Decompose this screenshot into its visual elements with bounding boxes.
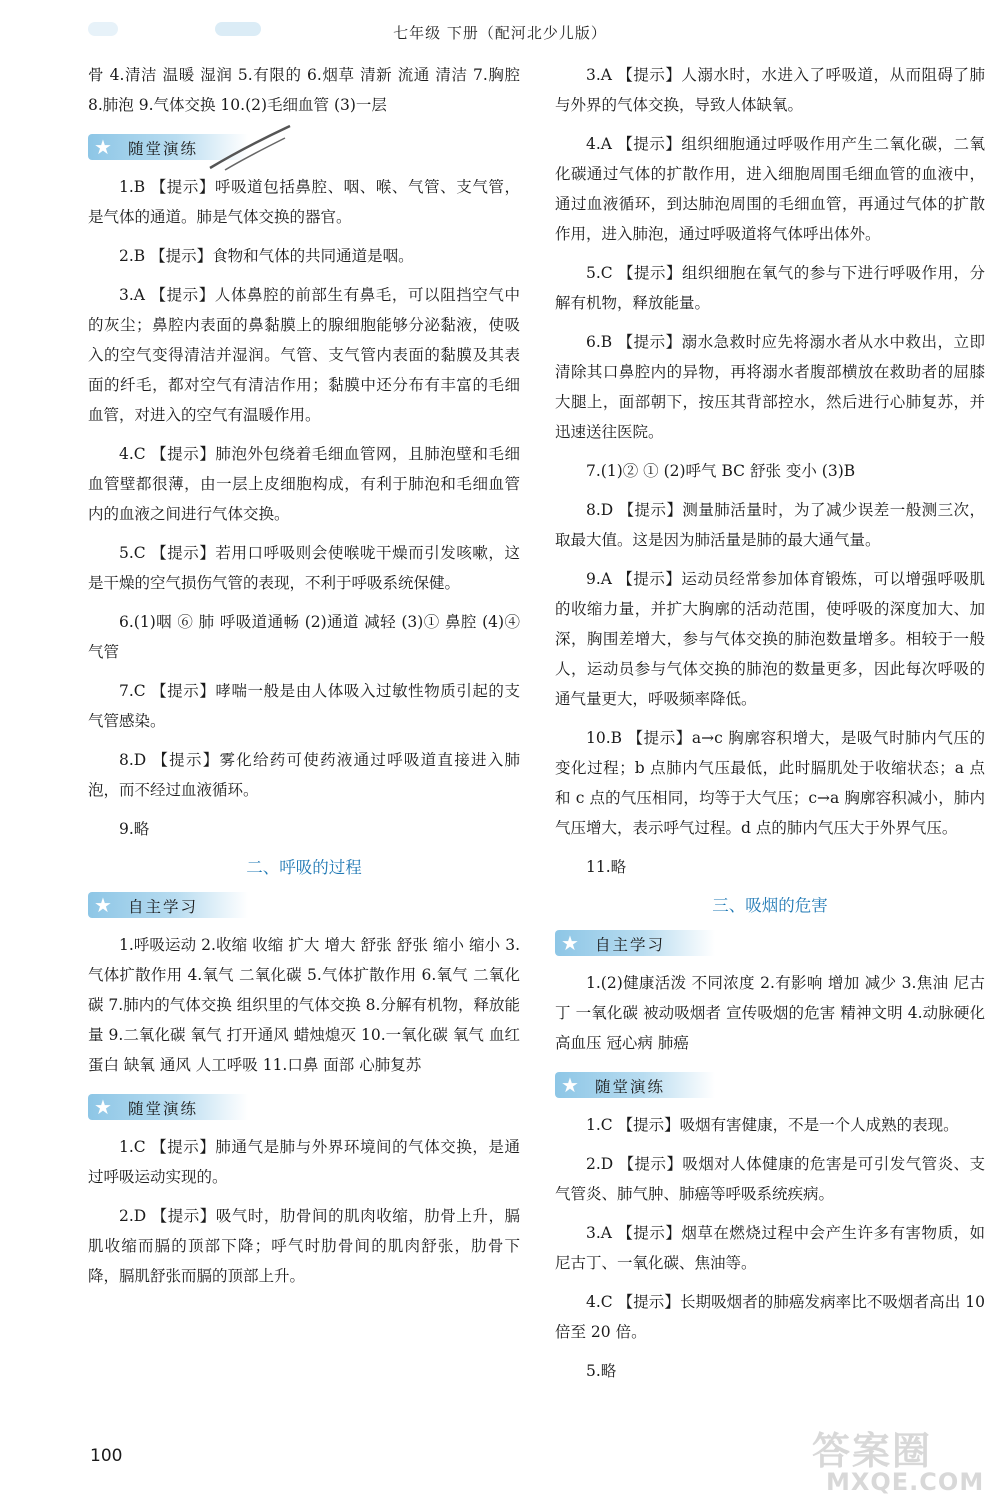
banner-label: 随堂演练	[128, 140, 199, 158]
answer-item: 4.C 【提示】长期吸烟者的肺癌发病率比不吸烟者高出 10 倍至 20 倍。	[555, 1293, 985, 1341]
answer-item: 3.A 【提示】人体鼻腔的前部生有鼻毛，可以阻挡空气中的灰尘；鼻腔内表面的鼻黏膜上的腺细胞能够分泌黏液，使吸入的空气变得清洁并湿润。气管、支气管内表面的黏膜及其表面的纤毛，都对空气有清洁作用；黏膜中还分布有丰富的毛细血管，对进入的空气有温暖作用。	[88, 286, 520, 424]
banner-practice-3	[555, 1072, 715, 1098]
self-study-answers: 1.(2)健康活泼 不同浓度 2.有影响 增加 减少 3.焦油 尼古丁 一氧化碳 被动吸烟者 宣传吸烟的危害 精神文明 4.动脉硬化 高血压 冠心病 肺癌	[555, 974, 985, 1052]
answer-item: 4.C 【提示】肺泡外包绕着毛细血管网，且肺泡壁和毛细血管壁都很薄，由一层上皮细胞构成，有利于肺泡和毛细血管内的血液之间进行气体交换。	[88, 445, 520, 523]
answer-item: 9.A 【提示】运动员经常参加体育锻炼，可以增强呼吸肌的收缩力量，并扩大胸廓的活动范围，使呼吸的深度加大、加深，胸围差增大，参与气体交换的肺泡数量增多。相较于一般人，运动员参与气体交换的肺泡的数量更多，因此每次呼吸的通气量更大，呼吸频率降低。	[555, 570, 985, 708]
answer-item: 5.C 【提示】若用口呼吸则会使喉咙干燥而引发咳嗽，这是干燥的空气损伤气管的表现，不利于呼吸系统保健。	[88, 544, 520, 592]
answer-item: 7.(1)② ① (2)呼气 BC 舒张 变小 (3)B	[586, 462, 856, 480]
left-top-lines: 骨 4.清洁 温暖 湿润 5.有限的 6.烟草 清新 流通 清洁 7.胸腔 8.肺泡 9.气体交换 10.(2)毛细血管 (3)一层	[88, 66, 520, 114]
answer-item: 6.(1)咽 ⑥ 肺 呼吸道通畅 (2)通道 减轻 (3)① 鼻腔 (4)④ 气管	[88, 613, 520, 661]
section-title-breathing-process: 二、呼吸的过程	[246, 858, 362, 877]
answer-item: 8.D 【提示】雾化给药可使药液通过呼吸道直接进入肺泡，而不经过血液循环。	[88, 751, 520, 799]
banner-label: 自主学习	[595, 936, 666, 954]
watermark-logo	[812, 1420, 985, 1498]
page-header: 七年级 下册（配河北少儿版）	[393, 24, 607, 42]
banner-self-study-3	[555, 930, 715, 956]
answer-item: 5.略	[586, 1362, 617, 1380]
pen-scribble-mark	[205, 118, 295, 178]
answer-item: 6.B 【提示】溺水急救时应先将溺水者从水中救出，立即清除其口鼻腔内的异物，再将溺水者腹部横放在救助者的屈膝大腿上，面部朝下，按压其背部控水，然后进行心肺复苏，并迅速送往医院。	[555, 333, 985, 441]
answer-item: 7.C 【提示】哮喘一般是由人体吸入过敏性物质引起的支气管感染。	[88, 682, 520, 730]
star-icon: ★	[94, 1095, 112, 1119]
answer-item: 4.A 【提示】组织细胞通过呼吸作用产生二氧化碳，二氧化碳通过气体的扩散作用，进入细胞周围毛细血管的血液中，通过血液循环，到达肺泡周围的毛细血管，再通过气体的扩散作用，进入肺泡，通过呼吸道将气体呼出体外。	[555, 135, 985, 243]
answer-item: 8.D 【提示】测量肺活量时，为了减少误差一般测三次，取最大值。这是因为肺活量是肺的最大通气量。	[555, 501, 985, 549]
section-title-smoking-harm: 三、吸烟的危害	[712, 896, 828, 915]
answer-item: 1.C 【提示】肺通气是肺与外界环境间的气体交换，是通过呼吸运动实现的。	[88, 1138, 520, 1186]
answer-item: 1.B 【提示】呼吸道包括鼻腔、咽、喉、气管、支气管，是气体的通道。肺是气体交换的器官。	[88, 178, 520, 226]
watermark-url: MXQE.COM	[826, 1468, 985, 1496]
answer-item: 2.D 【提示】吸气时，肋骨间的肌肉收缩，肋骨上升，膈肌收缩而膈的顶部下降；呼气时肋骨间的肌肉舒张，肋骨下降，膈肌舒张而膈的顶部上升。	[88, 1207, 520, 1285]
banner-practice-2	[88, 1094, 248, 1120]
banner-label: 随堂演练	[128, 1100, 199, 1118]
answer-item: 10.B 【提示】a→c 胸廓容积增大，是吸气时肺内气压的变化过程；b 点肺内气压最低，此时膈肌处于收缩状态；a 点和 c 点的气压相同，均等于大气压；c→a 胸廓容积减小，肺内气压增大，表示呼气过程。d 点的肺内气压大于外界气压。	[555, 729, 985, 837]
answer-item: 3.A 【提示】人溺水时，水进入了呼吸道，从而阻碍了肺与外界的气体交换，导致人体缺氧。	[555, 66, 985, 114]
star-icon: ★	[94, 135, 112, 159]
answer-item: 11.略	[586, 858, 627, 876]
answer-item: 5.C 【提示】组织细胞在氧气的参与下进行呼吸作用，分解有机物，释放能量。	[555, 264, 985, 312]
banner-self-study-2	[88, 892, 248, 918]
banner-label: 自主学习	[128, 898, 199, 916]
answer-item: 3.A 【提示】烟草在燃烧过程中会产生许多有害物质，如尼古丁、一氧化碳、焦油等。	[555, 1224, 985, 1272]
star-icon: ★	[94, 893, 112, 917]
star-icon: ★	[561, 931, 579, 955]
banner-label: 随堂演练	[595, 1078, 666, 1096]
right-column	[555, 60, 985, 1395]
answer-item: 2.D 【提示】吸烟对人体健康的危害是可引发气管炎、支气管炎、肺气肿、肺癌等呼吸系统疾病。	[555, 1155, 985, 1203]
left-column	[88, 60, 520, 1300]
star-icon: ★	[561, 1073, 579, 1097]
answer-item: 9.略	[119, 820, 150, 838]
answer-item: 1.C 【提示】吸烟有害健康，不是一个人成熟的表现。	[586, 1116, 959, 1134]
page-number: 100	[90, 1446, 123, 1466]
answer-item: 2.B 【提示】食物和气体的共同通道是咽。	[119, 247, 414, 265]
watermark-text: 答案圈	[812, 1429, 933, 1473]
self-study-answers: 1.呼吸运动 2.收缩 收缩 扩大 增大 舒张 舒张 缩小 缩小 3.气体扩散作用 4.氧气 二氧化碳 5.气体扩散作用 6.氧气 二氧化碳 7.肺内的气体交换 组织里的气体交换 8.分解有机物，释放能量 9.二氧化碳 氧气 打开通风 蜡烛熄灭 10.一氧化碳 氧气 血红蛋白 缺氧 通风 人工呼吸 11.口鼻 面部 心肺复苏	[88, 936, 520, 1074]
